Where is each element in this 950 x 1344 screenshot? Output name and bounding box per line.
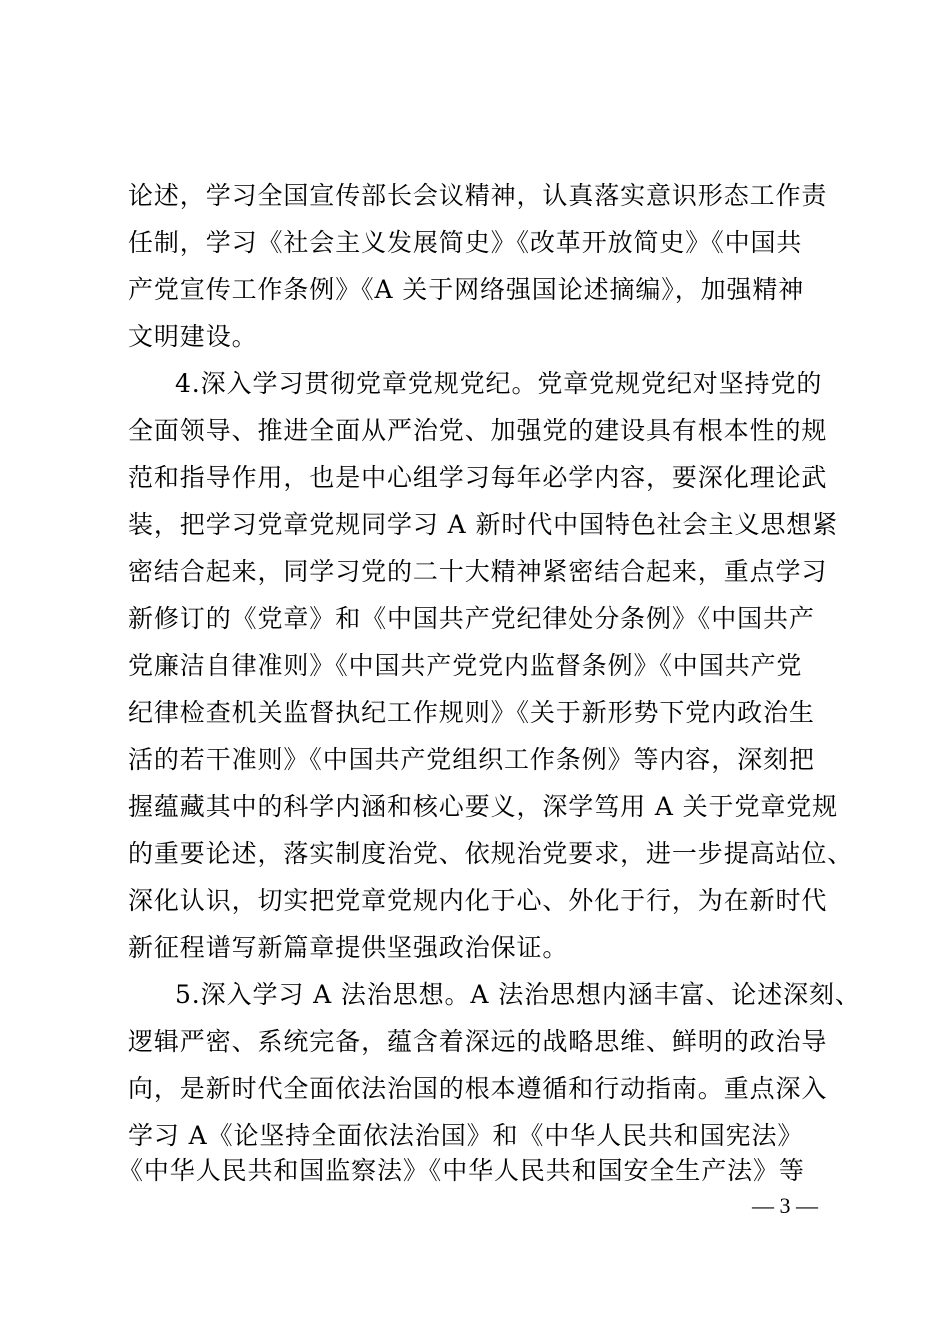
text-line: 深化认识，切实把党章党规内化于心、外化于行，为在新时代 <box>128 886 828 915</box>
page-number: — 3 — <box>752 1193 818 1218</box>
text-line: 产党宣传工作条例》《A 关于网络强国论述摘编》，加强精神 <box>128 275 805 304</box>
text-line: 全面领导、推进全面从严治党、加强党的建设具有根本性的规 <box>128 416 828 445</box>
text-line: 握蕴藏其中的科学内涵和核心要义，深学笃用 A 关于党章党规 <box>128 792 839 821</box>
text-line: 向，是新时代全面依法治国的根本遵循和行动指南。重点深入 <box>128 1074 828 1103</box>
section-heading-line: 5.深入学习 A 法治思想。A 法治思想内涵丰富、论述深刻、 <box>175 980 861 1009</box>
text-line: 任制，学习《社会主义发展简史》《改革开放简史》《中国共 <box>128 228 803 257</box>
text-line: 装，把学习党章党规同学习 A 新时代中国特色社会主义思想紧 <box>128 510 839 539</box>
text-line: 新修订的《党章》和《中国共产党纪律处分条例》《中国共产 <box>128 604 815 633</box>
text-line: 的重要论述，落实制度治党、依规治党要求，进一步提高站位、 <box>128 839 854 868</box>
text-line: 论述，学习全国宣传部长会议精神，认真落实意识形态工作责 <box>128 181 828 210</box>
text-line: 范和指导作用，也是中心组学习每年必学内容，要深化理论武 <box>128 463 828 492</box>
text-line: 学习 A《论坚持全面依法治国》和《中华人民共和国宪法》 <box>128 1121 804 1150</box>
text-line: 文明建设。 <box>128 322 258 351</box>
text-line: 新征程谱写新篇章提供坚强政治保证。 <box>128 933 569 962</box>
text-line: 密结合起来，同学习党的二十大精神紧密结合起来，重点学习 <box>128 557 828 586</box>
text-line: 党廉洁自律准则》《中国共产党党内监督条例》《中国共产党 <box>128 651 803 680</box>
section-heading-line: 4.深入学习贯彻党章党规党纪。党章党规党纪对坚持党的 <box>175 369 823 398</box>
text-line: 逻辑严密、系统完备，蕴含着深远的战略思维、鲜明的政治导 <box>128 1027 828 1056</box>
text-line: 纪律检查机关监督执纪工作规则》《关于新形势下党内政治生 <box>128 698 815 727</box>
text-line: 《中华人民共和国监察法》《中华人民共和国安全生产法》等 <box>118 1156 805 1185</box>
text-line: 活的若干准则》《中国共产党组织工作条例》等内容，深刻把 <box>128 745 815 774</box>
